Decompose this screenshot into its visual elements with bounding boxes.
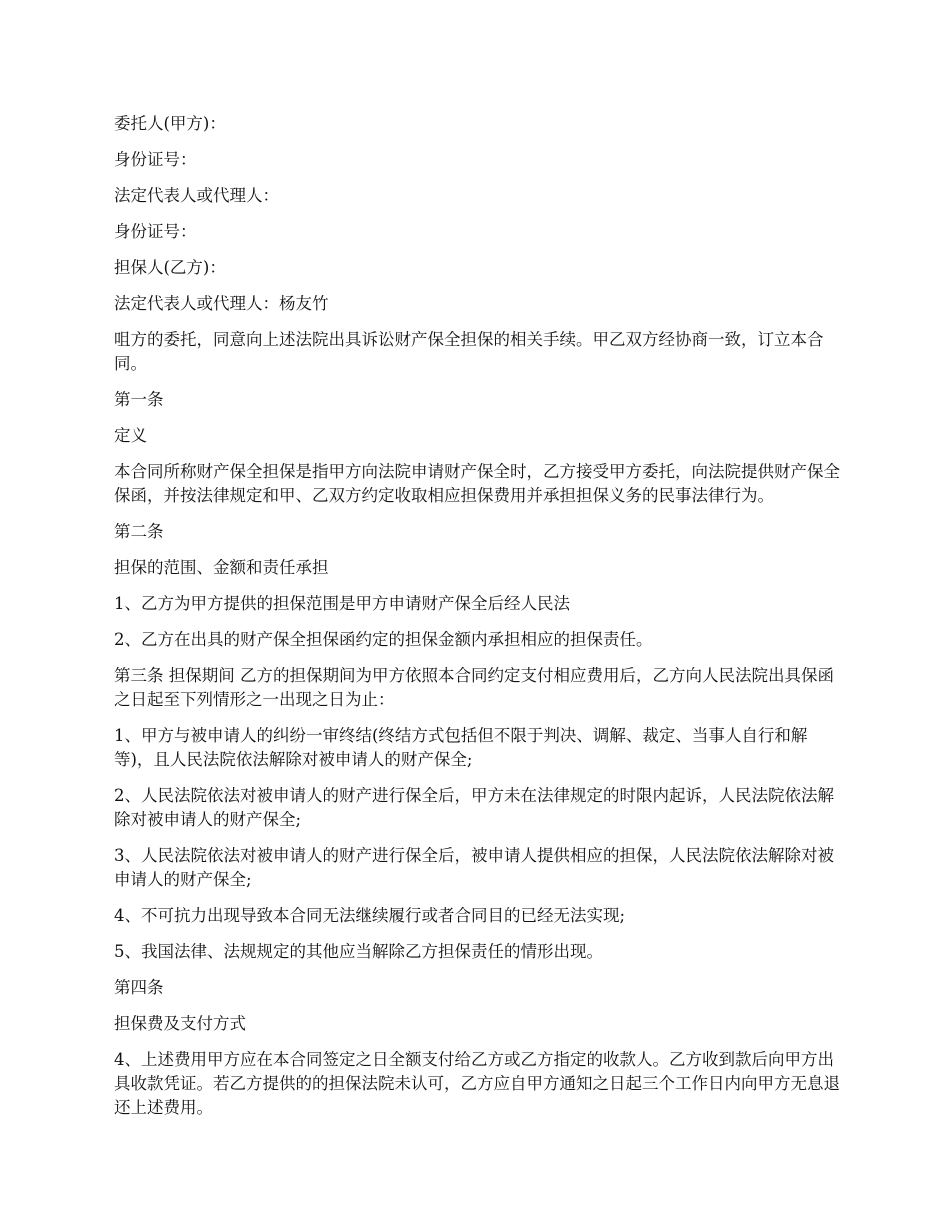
article-4-heading: 第四条	[114, 978, 164, 997]
article-3-item-3: 3、人民法院依法对被申请人的财产进行保全后，被申请人提供相应的担保，人民法院依法解除对被申请人的财产保全;	[114, 846, 834, 889]
document-page	[114, 112, 842, 1132]
article-1-heading: 第一条	[114, 390, 164, 409]
client-representative-line: 法定代表人或代理人：	[114, 186, 279, 205]
article-4-item-4: 4、上述费用甲方应在本合同签定之日全额支付给乙方或乙方指定的收款人。乙方收到款后向甲方出具收款凭证。若乙方提供的的担保法院未认可，乙方应自甲方通知之日起三个工作日内向甲方无息退还上述费用。	[114, 1050, 840, 1117]
client-id-line: 身份证号：	[114, 150, 197, 169]
guarantor-party-line: 担保人(乙方)：	[114, 258, 226, 277]
article-3-item-1: 1、甲方与被申请人的纠纷一审终结(终结方式包括但不限于判决、调解、裁定、当事人自行和解等)，且人民法院依法解除对被申请人的财产保全;	[114, 726, 808, 769]
article-2-item-2: 2、乙方在出具的财产保全担保函约定的担保金额内承担相应的担保责任。	[114, 630, 653, 649]
article-1-title: 定义	[114, 426, 147, 445]
article-3-item-2: 2、人民法院依法对被申请人的财产进行保全后，甲方未在法律规定的时限内起诉，人民法院依法解除对被申请人的财产保全;	[114, 786, 834, 829]
article-3-body: 第三条 担保期间 乙方的担保期间为甲方依照本合同约定支付相应费用后，乙方向人民法院出具保函之日起至下列情形之一出现之日为止：	[114, 666, 834, 709]
client-party-line: 委托人(甲方)：	[114, 114, 226, 133]
article-3-item-4: 4、不可抗力出现导致本合同无法继续履行或者合同目的已经无法实现;	[114, 906, 626, 925]
article-2-item-1: 1、乙方为甲方提供的担保范围是甲方申请财产保全后经人民法	[114, 594, 570, 613]
article-3-item-5: 5、我国法律、法规规定的其他应当解除乙方担保责任的情形出现。	[114, 942, 603, 961]
article-4-title: 担保费及支付方式	[114, 1014, 246, 1033]
article-2-heading: 第二条	[114, 522, 164, 541]
representative-id-line: 身份证号：	[114, 222, 197, 241]
preamble-paragraph: 咀方的委托，同意向上述法院出具诉讼财产保全担保的相关手续。甲乙双方经协商一致，订立本合同。	[114, 330, 824, 373]
article-1-body: 本合同所称财产保全担保是指甲方向法院申请财产保全时，乙方接受甲方委托，向法院提供财产保全保函，并按法律规定和甲、乙双方约定收取相应担保费用并承担担保义务的民事法律行为。	[114, 462, 840, 505]
guarantor-representative-line: 法定代表人或代理人：杨友竹	[114, 294, 329, 313]
article-2-title: 担保的范围、金额和责任承担	[114, 558, 329, 577]
